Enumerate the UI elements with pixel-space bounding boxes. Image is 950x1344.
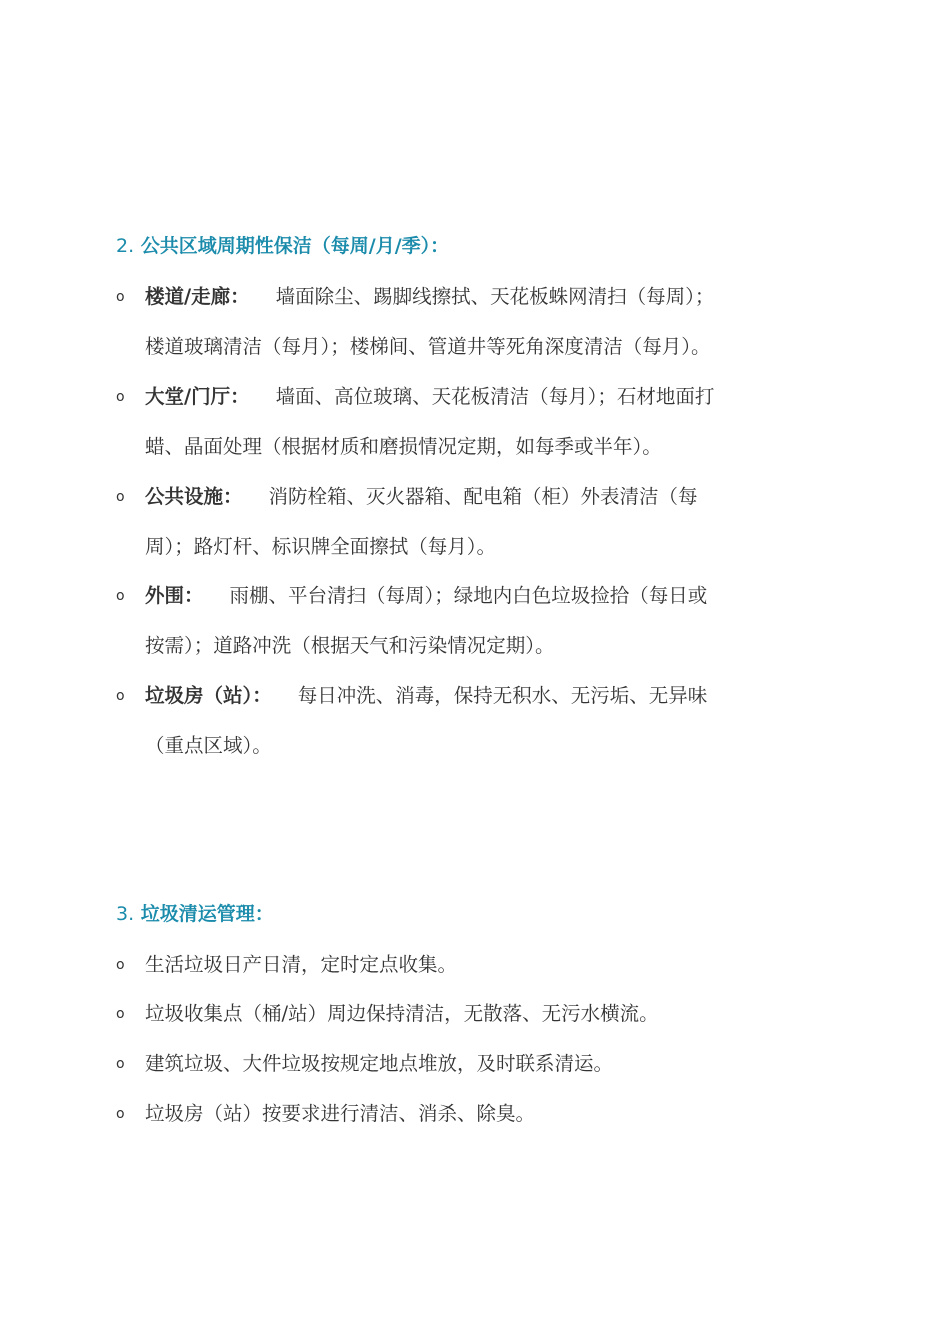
section-3-number: 3. bbox=[116, 903, 135, 925]
list-item-text: （重点区域）。 bbox=[145, 734, 272, 757]
bullet-icon: o bbox=[116, 289, 125, 305]
bullet-icon: o bbox=[116, 389, 125, 405]
list-item-label: 楼道/走廊： bbox=[145, 285, 250, 308]
list-item-body bbox=[145, 1089, 813, 1139]
list-item-text: 雨棚、平台清扫（每周）；绿地内白色垃圾捡拾（每日或 bbox=[229, 584, 708, 607]
section-2-title: 公共区域周期性保洁（每周/月/季）： bbox=[140, 235, 450, 257]
list-item-text: 消防栓箱、灭火器箱、配电箱（柜）外表清洁（每 bbox=[268, 485, 698, 508]
list-item-label: 大堂/门厅： bbox=[145, 385, 250, 408]
list-item-body bbox=[145, 989, 813, 1039]
list-item-body bbox=[145, 940, 813, 990]
list-item-text: 墙面除尘、踢脚线擦拭、天花板蛛网清扫（每周）； bbox=[275, 285, 715, 308]
section-2-heading bbox=[116, 233, 449, 259]
list-item-body bbox=[145, 671, 813, 771]
list-item-text: 垃圾收集点（桶/站）周边保持清洁，无散落、无污水横流。 bbox=[145, 1002, 659, 1025]
list-item-body bbox=[145, 571, 813, 671]
list-item-text: 蜡、晶面处理（根据材质和磨损情况定期，如每季或半年）。 bbox=[145, 435, 662, 458]
bullet-icon: o bbox=[116, 688, 125, 704]
list-item-text: 生活垃圾日产日清，定时定点收集。 bbox=[145, 953, 458, 976]
section-3-heading bbox=[116, 901, 274, 927]
list-item-text: 建筑垃圾、大件垃圾按规定地点堆放，及时联系清运。 bbox=[145, 1052, 614, 1075]
list-item-body bbox=[145, 1039, 813, 1089]
list-item-body bbox=[145, 372, 813, 472]
list-item-label: 外围： bbox=[145, 584, 204, 607]
bullet-icon: o bbox=[116, 588, 125, 604]
list-item-text: 墙面、高位玻璃、天花板清洁（每月）；石材地面打 bbox=[275, 385, 715, 408]
list-item-body bbox=[145, 472, 813, 572]
bullet-icon: o bbox=[116, 1006, 125, 1022]
list-item-body bbox=[145, 272, 813, 372]
section-2-number: 2. bbox=[116, 235, 135, 257]
list-item-text: 垃圾房（站）按要求进行清洁、消杀、除臭。 bbox=[145, 1102, 536, 1125]
list-item-text: 楼道玻璃清洁（每月）；楼梯间、管道井等死角深度清洁（每月）。 bbox=[145, 335, 711, 358]
section-3-title: 垃圾清运管理： bbox=[140, 903, 274, 925]
list-item-text: 按需）；道路冲洗（根据天气和污染情况定期）。 bbox=[145, 634, 555, 657]
list-item-label: 垃圾房（站）： bbox=[145, 684, 272, 707]
list-item-label: 公共设施： bbox=[145, 485, 243, 508]
bullet-icon: o bbox=[116, 489, 125, 505]
bullet-icon: o bbox=[116, 1056, 125, 1072]
list-item-text: 每日冲洗、消毒，保持无积水、无污垢、无异味 bbox=[297, 684, 708, 707]
list-item-text: 周）；路灯杆、标识牌全面擦拭（每月）。 bbox=[145, 535, 497, 558]
bullet-icon: o bbox=[116, 1106, 125, 1122]
bullet-icon: o bbox=[116, 957, 125, 973]
